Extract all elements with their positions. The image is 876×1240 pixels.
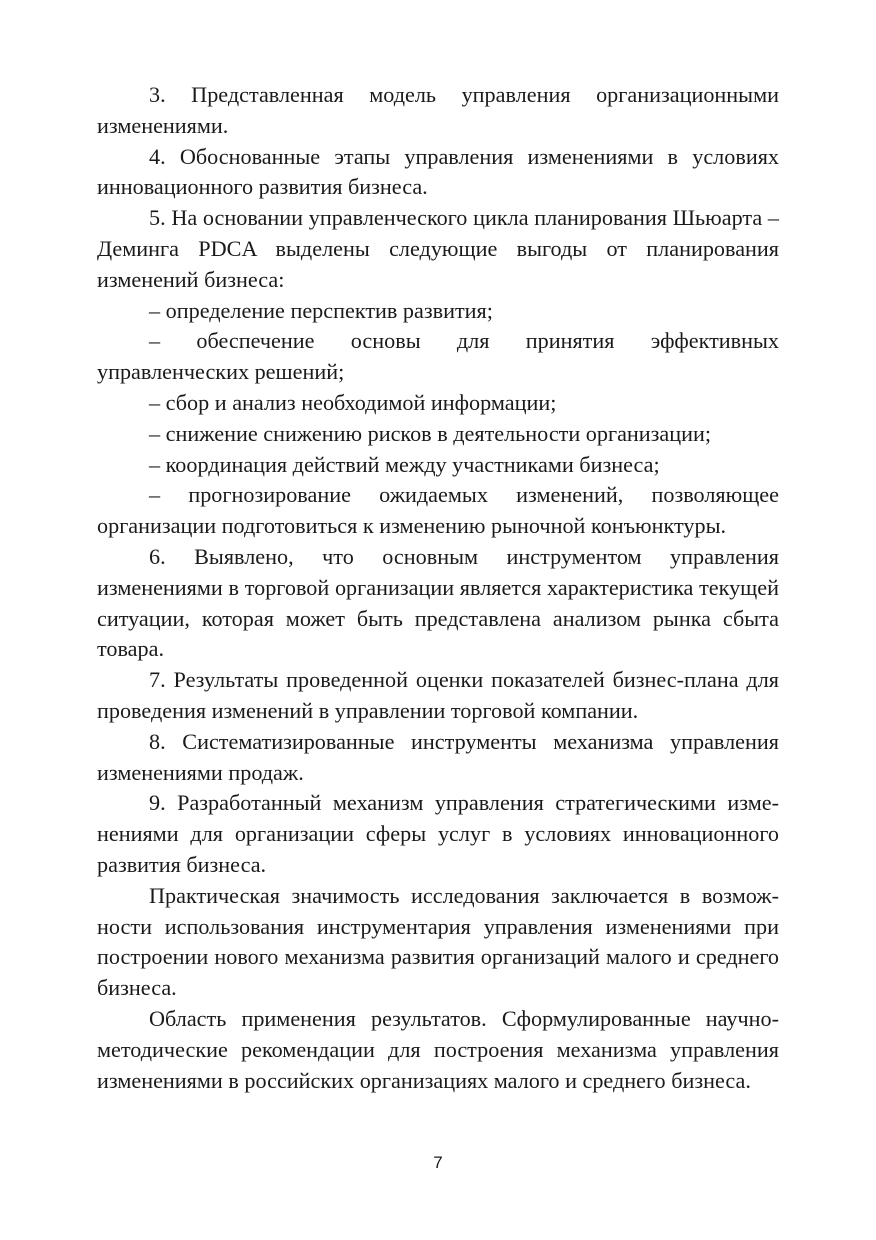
benefit-item: – определение перспектив развития; (149, 297, 493, 323)
benefit-item: – сбор и анализ необходимой информации; (149, 389, 557, 415)
list-item-3: 3. Представленная модель управления организационными изменениями. (97, 82, 779, 138)
list-item-5: 5. На основании управленческого цикла планирования Шьюарта – Деминга PDCA выделены следующие выгоды от планирования изменений бизнеса: (97, 205, 779, 292)
page-number: 7 (433, 1153, 443, 1172)
list-item-8: 8. Систематизированные инструменты механизма управления изменениями продаж. (97, 728, 779, 785)
benefit-item: – прогнозирование ожидаемых изменений, позволяющее организации подготовиться к изменению рыночной конъюнктуры. (97, 482, 779, 539)
page-body (97, 80, 779, 1096)
list-item-6: 6. Выявлено, что основным инструментом управления изменениями в торговой организации является характеристика текущей ситуации, которая может быть представлена анализом рынка сбыта товара. (97, 543, 779, 662)
list-item-7: 7. Результаты проведенной оценки показателей бизнес-плана для проведения изменений в управлении торговой компании. (97, 667, 779, 723)
benefit-item: – снижение снижению рисков в деятельности организации; (149, 420, 712, 446)
application-area-paragraph: Область применения результатов. Сформулированные научно-методические рекомендации для построения механизма управления изменениями в российских организациях малого и среднего бизнеса. (97, 1005, 779, 1093)
benefit-item: – координация действий между участниками бизнеса; (149, 451, 660, 477)
list-item-9: 9. Разработанный механизм управления стратегическими изменениями для организации сферы услуг в условиях инновационного развития бизнеса. (97, 790, 779, 877)
list-item-4: 4. Обоснованные этапы управления изменениями в условиях инновационного развития бизнеса. (97, 143, 779, 200)
practical-significance-paragraph: Практическая значимость исследования заключается в возможности использования инструментария управления изменениями при построении нового механизма развития организаций малого и среднего бизнеса. (97, 882, 779, 1001)
benefit-item: – обеспечение основы для принятия эффективных управленческих решений; (97, 328, 779, 385)
